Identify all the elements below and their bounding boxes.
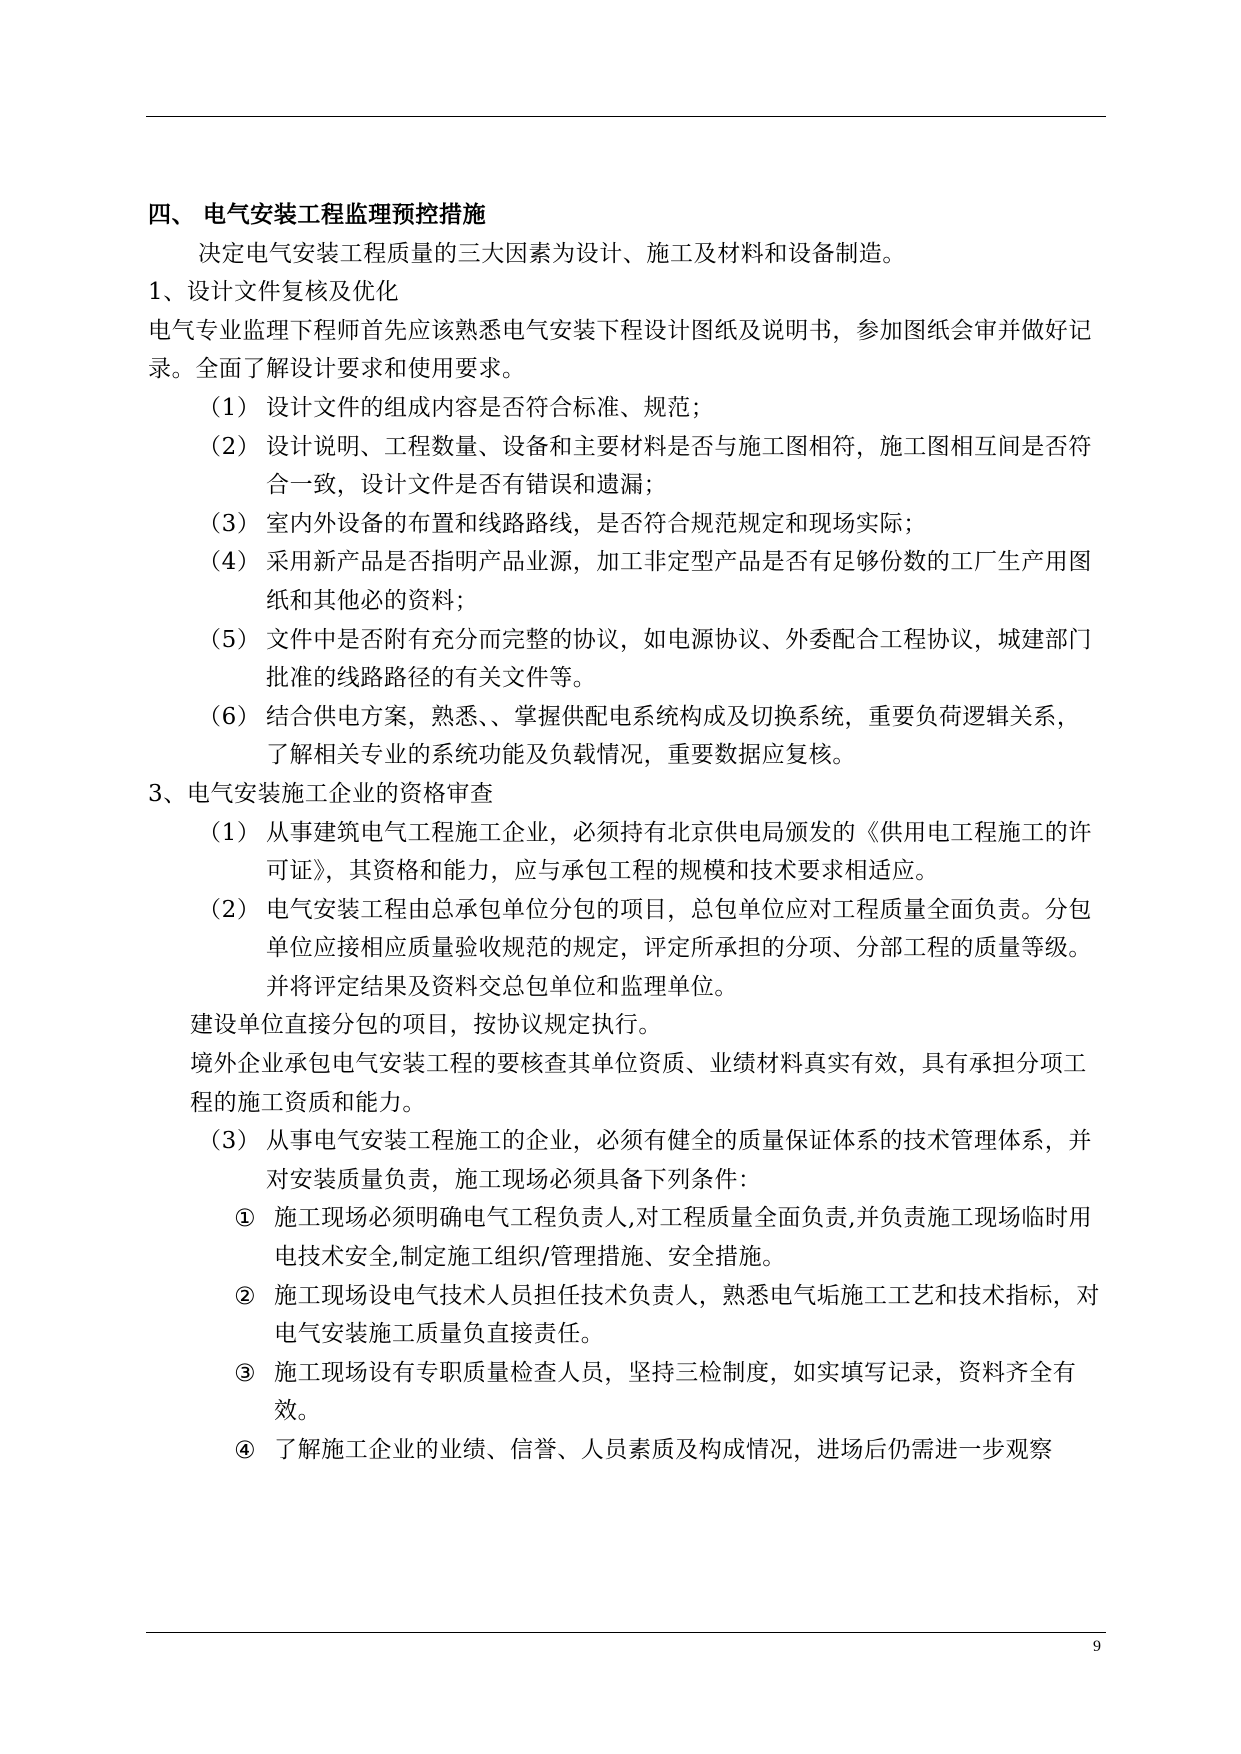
subsection-1-paragraph: 电气专业监理下程师首先应该熟悉电气安装下程设计图纸及说明书，参加图纸会审并做好记录。全面了解设计要求和使用要求。: [148, 317, 1092, 383]
subsection-3-title: 3、电气安装施工企业的资格审查: [148, 780, 494, 807]
section-number: 四、: [148, 201, 196, 228]
list-item-text: 电气安装工程由总承包单位分包的项目，总包单位应对工程质量全面负责。分包单位应接相应质量验收规范的规定，评定所承担的分项、分部工程的质量等级。并将评定结果及资料交总包单位和监理单位。: [266, 896, 1092, 1000]
list-item-text: 文件中是否附有充分而完整的协议，如电源协议、外委配合工程协议，城建部门批准的线路路径的有关文件等。: [266, 626, 1092, 692]
list-item-text: 室内外设备的布置和线路路线，是否符合规范规定和现场实际；: [266, 510, 927, 537]
footer-rule: [146, 1632, 1106, 1633]
section-heading: [148, 196, 1103, 235]
list-item: [148, 428, 1103, 505]
paragraph: 建设单位直接分包的项目，按协议规定执行。: [190, 1012, 662, 1039]
list-item: [148, 1122, 1103, 1199]
list-marker: （2）: [198, 433, 261, 460]
condition-item: [148, 1431, 1103, 1470]
intro-paragraph: 决定电气安装工程质量的三大因素为设计、施工及材料和设备制造。: [198, 240, 906, 267]
list-item: [148, 891, 1103, 1007]
list-item: [148, 505, 1103, 544]
condition-text: 施工现场必须明确电气工程负责人,对工程质量全面负责,并负责施工现场临时用电技术安全,制定施工组织/管理措施、安全措施。: [274, 1205, 1093, 1271]
list-marker: （1）: [198, 819, 261, 846]
list-item-text: 设计说明、工程数量、设备和主要材料是否与施工图相符，施工图相互间是否符合一致，设计文件是否有错误和遗漏；: [266, 433, 1092, 499]
circled-number: ③: [234, 1358, 257, 1387]
list-item: [148, 621, 1103, 698]
condition-text: 了解施工企业的业绩、信誉、人员素质及构成情况，进场后仍需进一步观察: [274, 1437, 1053, 1463]
circled-number: ④: [234, 1436, 257, 1464]
header-rule: [146, 116, 1106, 117]
circled-number: ②: [234, 1281, 257, 1310]
list-marker: （1）: [198, 394, 261, 421]
list-item: [148, 389, 1103, 428]
list-marker: （4）: [198, 549, 261, 576]
list-item: [148, 543, 1103, 620]
list-item-text: 从事建筑电气工程施工企业，必须持有北京供电局颁发的《供用电工程施工的许可证》，其资格和能力，应与承包工程的规模和技术要求相适应。: [266, 819, 1092, 885]
circled-number: ①: [234, 1204, 257, 1233]
condition-text: 施工现场设电气技术人员担任技术负责人，熟悉电气垢施工工艺和技术指标，对电气安装施工质量负直接责任。: [274, 1282, 1100, 1348]
list-item-text: 设计文件的组成内容是否符合标准、规范；: [266, 394, 715, 421]
list-item-text: 采用新产品是否指明产品业源，加工非定型产品是否有足够份数的工厂生产用图纸和其他必的资料；: [266, 549, 1092, 614]
list-marker: （3）: [198, 510, 261, 537]
list-item: [148, 698, 1103, 775]
list-item: [148, 814, 1103, 891]
page-number: 9: [1093, 1638, 1101, 1655]
list-marker: （3）: [198, 1128, 261, 1155]
paragraph: 境外企业承包电气安装工程的要核查其单位资质、业绩材料真实有效，具有承担分项工程的施工资质和能力。: [190, 1051, 1087, 1116]
list-item-text: 从事电气安装工程施工的企业，必须有健全的质量保证体系的技术管理体系，并对安装质量负责，施工现场必须具备下列条件：: [266, 1128, 1092, 1193]
list-marker: （6）: [198, 703, 261, 730]
list-item-text: 结合供电方案，熟悉、、掌握供配电系统构成及切换系统，重要负荷逻辑关系，了解相关专业的系统功能及负载情况，重要数据应复核。: [266, 703, 1081, 769]
condition-item: [148, 1199, 1103, 1276]
section-title: 电气安装工程监理预控措施: [203, 201, 487, 228]
condition-text: 施工现场设有专职质量检查人员，坚持三检制度，如实填写记录，资料齐全有效。: [274, 1359, 1077, 1425]
condition-item: [148, 1354, 1103, 1431]
subsection-1-title: 1、设计文件复核及优化: [148, 279, 400, 306]
list-marker: （2）: [198, 896, 261, 923]
condition-item: [148, 1277, 1103, 1354]
list-marker: （5）: [198, 626, 261, 653]
document-body: [148, 196, 1103, 1470]
